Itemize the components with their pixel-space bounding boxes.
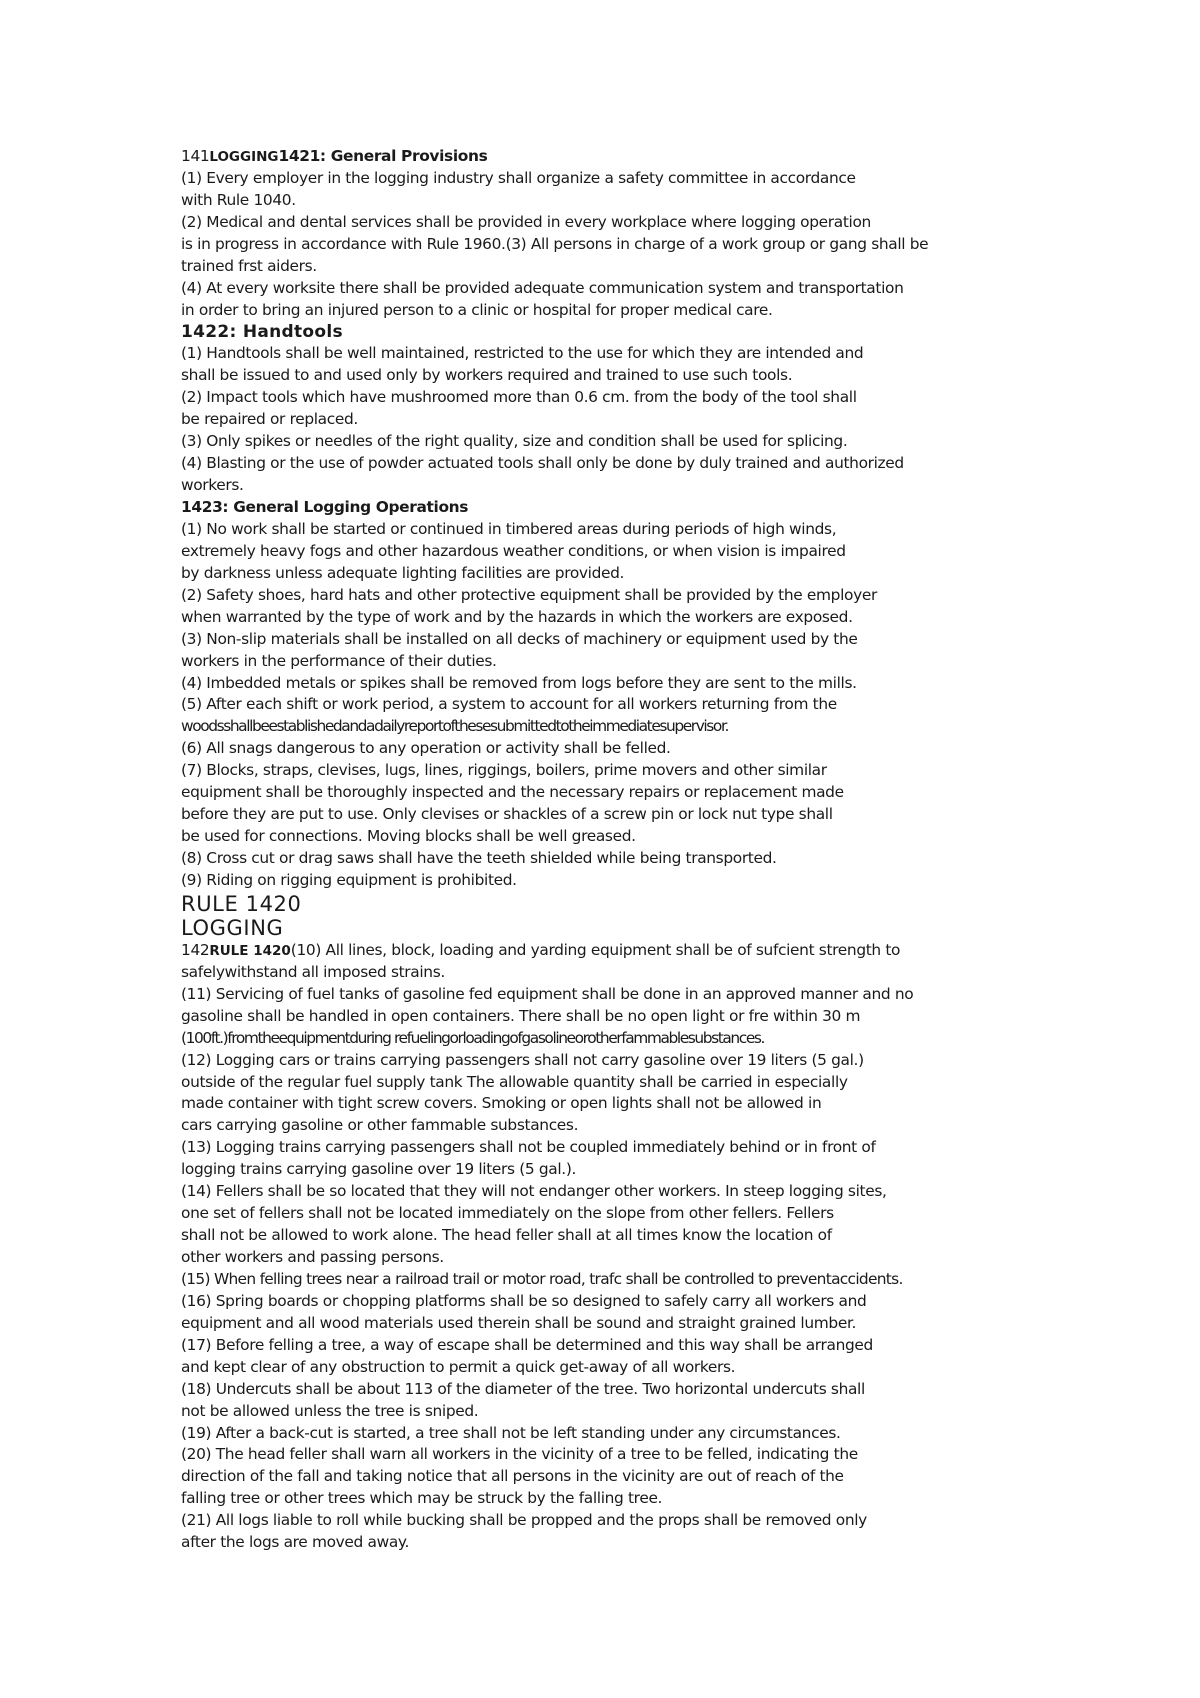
text-line: equipment shall be thoroughly inspected and the necessary repairs or replacement made [181, 783, 844, 802]
text-line: when warranted by the type of work and by the hazards in which the workers are exposed. [181, 607, 853, 626]
text-line: (5) After each shift or work period, a system to account for all workers returning from the [181, 695, 837, 714]
text-line: (100ft.)fromtheequipmentduring refuelingorloadingofgasolineorotherfammablesubstances. [181, 1028, 765, 1047]
text-line: (4) At every worksite there shall be provided adequate communication system and transportation [181, 278, 904, 297]
text-line: other workers and passing persons. [181, 1248, 444, 1266]
text-line: (16) Spring boards or chopping platforms shall be so designed to safely carry all workers and [181, 1291, 867, 1310]
text-line: be repaired or replaced. [181, 410, 358, 429]
text-line: logging trains carrying gasoline over 19 liters (5 gal.). [181, 1160, 577, 1179]
section-1422-body [181, 343, 1160, 497]
section-1421-body [181, 168, 1160, 322]
text-line: direction of the fall and taking notice that all persons in the vicinity are out of reach of the [181, 1467, 844, 1486]
text-line: (4) Blasting or the use of powder actuated tools shall only be done by duly trained and authorized [181, 454, 904, 473]
text-line: cars carrying gasoline or other fammable substances. [181, 1116, 579, 1135]
text-line: in order to bring an injured person to a clinic or hospital for proper medical care. [181, 300, 773, 319]
text-line: (6) All snags dangerous to any operation or activity shall be felled. [181, 739, 671, 758]
text-line: (12) Logging cars or trains carrying passengers shall not carry gasoline over 19 liters (5 gal.) [181, 1050, 864, 1069]
text-line: workers in the performance of their duties. [181, 651, 497, 670]
text-line: with Rule 1040. [181, 190, 296, 209]
rule-subtitle: LOGGING [181, 915, 284, 940]
rule-label: RULE 1420 [209, 942, 291, 959]
text-line: (19) After a back-cut is started, a tree shall not be left standing under any circumstances. [181, 1423, 841, 1442]
rule-1420-continued-body [181, 962, 1160, 1554]
text-line: (8) Cross cut or drag saws shall have the teeth shielded while being transported. [181, 849, 777, 867]
text-line: after the logs are moved away. [181, 1533, 410, 1552]
text-line: (3) Only spikes or needles of the right quality, size and condition shall be used for splicing. [181, 432, 848, 451]
text-line: trained frst aiders. [181, 256, 317, 275]
text-line: (13) Logging trains carrying passengers shall not be coupled immediately behind or in front of [181, 1138, 876, 1157]
section-heading-1423: 1423: General Logging Operations [181, 498, 469, 516]
text-line: workers. [181, 476, 244, 495]
section-1423-body [181, 519, 1160, 892]
text-line: (17) Before felling a tree, a way of escape shall be determined and this way shall be arranged [181, 1335, 873, 1354]
text-line: not be allowed unless the tree is sniped. [181, 1401, 479, 1420]
text-line: (2) Medical and dental services shall be provided in every workplace where logging operation [181, 212, 871, 231]
text-line: woodsshallbeestablishedandadailyreportofthesesubmittedtotheimmediatesupervisor. [181, 717, 728, 736]
chapter-label: LOGGING [209, 149, 279, 165]
text-line: (18) Undercuts shall be about 113 of the diameter of the tree. Two horizontal undercuts shall [181, 1379, 865, 1398]
text-line: is in progress in accordance with Rule 1960.(3) All persons in charge of a work group or gang shall be [181, 234, 929, 253]
text-line: (9) Riding on rigging equipment is prohibited. [181, 870, 517, 889]
text-line: and kept clear of any obstruction to permit a quick get-away of all workers. [181, 1357, 736, 1376]
text-line: be used for connections. Moving blocks shall be well greased. [181, 827, 636, 846]
text-line: made container with tight screw covers. Smoking or open lights shall not be allowed in [181, 1094, 822, 1113]
text-line: extremely heavy fogs and other hazardous weather conditions, or when vision is impaired [181, 541, 846, 560]
text-line: (4) Imbedded metals or spikes shall be removed from logs before they are sent to the mills. [181, 673, 857, 692]
page-header-142 [181, 940, 1160, 962]
text-line: shall not be allowed to work alone. The head feller shall at all times know the location of [181, 1226, 832, 1245]
text-line: one set of fellers shall not be located immediately on the slope from other fellers. Fellers [181, 1204, 834, 1223]
text-line: (7) Blocks, straps, clevises, lugs, lines, riggings, boilers, prime movers and other similar [181, 761, 827, 780]
text-line: (3) Non-slip materials shall be installed on all decks of machinery or equipment used by the [181, 629, 858, 648]
page-header-141 [181, 146, 1160, 168]
text-line: outside of the regular fuel supply tank The allowable quantity shall be carried in especially [181, 1072, 848, 1091]
text-line: equipment and all wood materials used therein shall be sound and straight grained lumber. [181, 1313, 857, 1332]
text-line: gasoline shall be handled in open containers. There shall be no open light or fre within 30 m [181, 1006, 861, 1025]
text-line: (2) Impact tools which have mushroomed more than 0.6 cm. from the body of the tool shall [181, 388, 857, 407]
text-line: by darkness unless adequate lighting facilities are provided. [181, 563, 625, 582]
text-line: before they are put to use. Only clevises or shackles of a screw pin or lock nut type shall [181, 805, 833, 824]
text-line: (1) Every employer in the logging industry shall organize a safety committee in accordance [181, 168, 856, 187]
text-line: (1) No work shall be started or continued in timbered areas during periods of high winds, [181, 519, 837, 538]
text-line: (1) Handtools shall be well maintained, restricted to the use for which they are intended and [181, 344, 864, 363]
section-heading-1421: 1421: General Provisions [278, 147, 488, 165]
text-line: (11) Servicing of fuel tanks of gasoline fed equipment shall be done in an approved manner and no [181, 984, 914, 1003]
text-line: (2) Safety shoes, hard hats and other protective equipment shall be provided by the employer [181, 585, 877, 604]
text-line: shall be issued to and used only by workers required and trained to use such tools. [181, 366, 793, 385]
text-line: (15) When felling trees near a railroad trail or motor road, trafc shall be controlled to preventaccidents. [181, 1269, 903, 1288]
section-heading-1422: 1422: Handtools [181, 321, 343, 342]
text-line: safelywithstand all imposed strains. [181, 962, 445, 981]
page-number: 142 [181, 940, 210, 959]
page-number: 141 [181, 147, 210, 165]
text-line: (14) Fellers shall be so located that they will not endanger other workers. In steep logging sites, [181, 1182, 887, 1201]
text-line: falling tree or other trees which may be struck by the falling tree. [181, 1489, 663, 1508]
rule-title: RULE 1420 [181, 891, 302, 916]
text-segment: (10) All lines, block, loading and yarding equipment shall be of sufcient strength to [290, 940, 901, 959]
text-line: (21) All logs liable to roll while bucking shall be propped and the props shall be removed only [181, 1511, 867, 1530]
text-line: (20) The head feller shall warn all workers in the vicinity of a tree to be felled, indicating the [181, 1445, 858, 1464]
